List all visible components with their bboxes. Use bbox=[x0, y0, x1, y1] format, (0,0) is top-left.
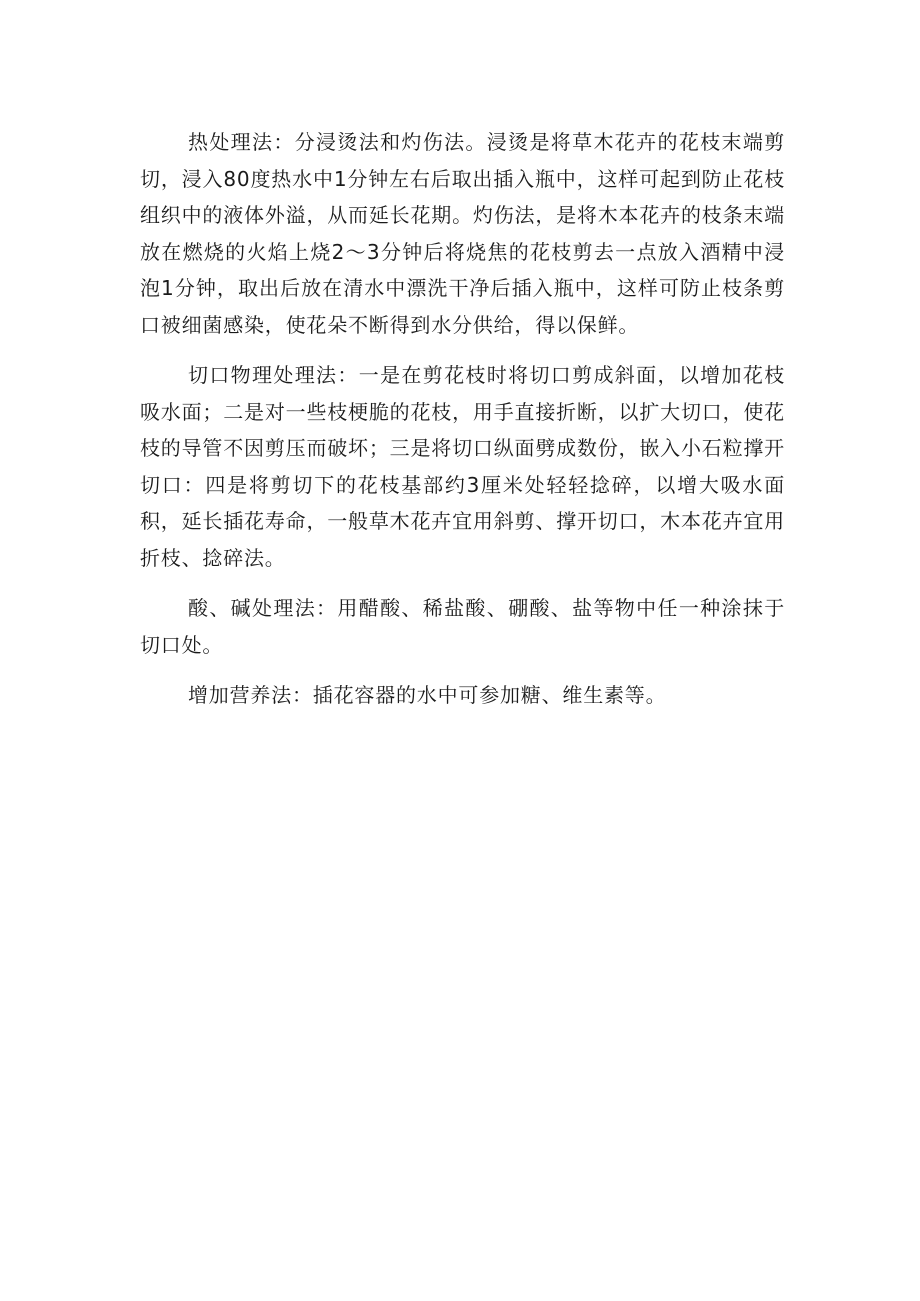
paragraph-nutrition-addition: 增加营养法：插花容器的水中可参加糖、维生素等。 bbox=[188, 683, 667, 707]
paragraph-heat-treatment: 热处理法：分浸烫法和灼伤法。浸烫是将草木花卉的花枝末端剪切，浸入80度热水中1分钟左右后取出插入瓶中，这样可起到防止花枝组织中的液体外溢，从而延长花期。灼伤法，是将木本花卉的枝条末端放在燃烧的火焰上烧2～3分钟后将烧焦的花枝剪去一点放入酒精中浸泡1分钟，取出后放在清水中漂洗干净后插入瓶中，这样可防止枝条剪口被细菌感染，使花朵不断得到水分供给，得以保鲜。 bbox=[140, 130, 785, 337]
paragraph-acid-alkali-treatment: 酸、碱处理法：用醋酸、稀盐酸、硼酸、盐等物中任一种涂抹于切口处。 bbox=[140, 596, 785, 657]
paragraph-cut-physical-treatment: 切口物理处理法：一是在剪花枝时将切口剪成斜面，以增加花枝吸水面；二是对一些枝梗脆的花枝，用手直接折断，以扩大切口，使花枝的导管不因剪压而破坏；三是将切口纵面劈成数份，嵌入小石粒撑开切口：四是将剪切下的花枝基部约3厘米处轻轻捻碎，以增大吸水面积，延长插花寿命，一般草木花卉宜用斜剪、撑开切口，木本花卉宜用折枝、捻碎法。 bbox=[140, 363, 785, 570]
document-body bbox=[140, 124, 785, 728]
